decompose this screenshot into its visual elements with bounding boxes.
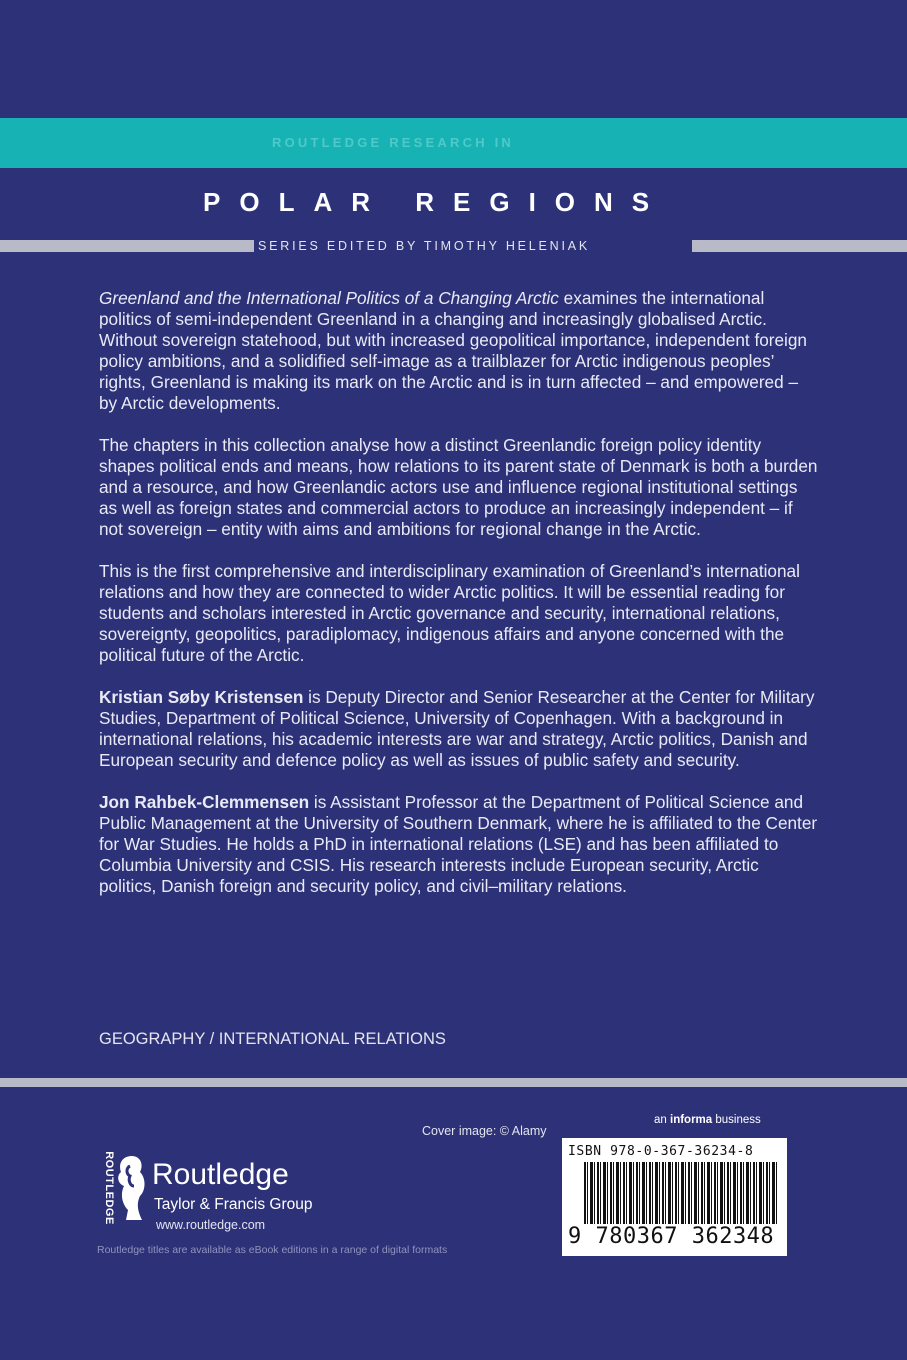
informa-tagline: an informa business bbox=[654, 1114, 761, 1126]
author-bio-text: is Deputy Director and Senior Researcher at the Center for Military Studies, Department of Political Science, University of Copenhagen. With a background in international relations, his academic interests are war and strategy, Arctic politics, Danish and European security and defence policy as well as issues of public safety and security. bbox=[99, 687, 815, 770]
blurb bbox=[99, 288, 819, 918]
barcode-box bbox=[562, 1138, 787, 1256]
ean-number: 9 780367 362348 bbox=[568, 1224, 775, 1249]
publisher-url[interactable]: www.routledge.com bbox=[156, 1218, 266, 1232]
isbn-text: ISBN 978-0-367-36234-8 bbox=[568, 1144, 754, 1159]
blurb-paragraph-1 bbox=[99, 288, 819, 414]
informa-brand: informa bbox=[670, 1114, 713, 1126]
publisher-name: Routledge bbox=[152, 1158, 289, 1191]
bottom-rule bbox=[0, 1078, 907, 1087]
book-title: Greenland and the International Politics of a Changing Arctic bbox=[99, 288, 559, 308]
author-name: Kristian Søby Kristensen bbox=[99, 687, 304, 707]
series-label: ROUTLEDGE RESEARCH IN bbox=[272, 135, 514, 150]
subject-category: GEOGRAPHY / INTERNATIONAL RELATIONS bbox=[99, 1030, 446, 1048]
blurb-paragraph-3: This is the first comprehensive and interdisciplinary examination of Greenland’s international relations and how they are connected to wider Arctic politics. It will be essential reading for students and scholars interested in Arctic governance and security, international relations, sovereignty, geopolitics, paradiplomacy, indigenous affairs and anyone concerned with the political future of the Arctic. bbox=[99, 561, 800, 665]
blurb-paragraph-2: The chapters in this collection analyse how a distinct Greenlandic foreign policy identity shapes political ends and means, how relations to its parent state of Denmark is both a burden and a resource, and how Greenlandic actors use and influence regional institutional settings as well as foreign states and commercial actors to produce an increasingly independent – if not sovereign – entity with aims and ambitions for regional change in the Arctic. bbox=[99, 435, 818, 539]
ebook-note: Routledge titles are available as eBook editions in a range of digital formats bbox=[97, 1244, 448, 1256]
series-title: POLAR REGIONS bbox=[203, 187, 669, 217]
author-bio-text: is Assistant Professor at the Department of Political Science and Public Management at the University of Southern Denmark, where he is affiliated to the Center for War Studies. He holds a PhD in international relations (LSE) and has been affiliated to Columbia University and CSIS. His research interests include European security, Arctic politics, Danish foreign and security policy, and civil–military relations. bbox=[99, 792, 818, 896]
barcode-bars bbox=[584, 1162, 779, 1224]
editor-rule-left bbox=[0, 240, 254, 252]
publisher-group: Taylor & Francis Group bbox=[154, 1196, 313, 1213]
routledge-side-text: ROUTLEDGE bbox=[102, 1151, 115, 1225]
editor-rule-right bbox=[692, 240, 907, 252]
cover-credit: Cover image: © Alamy bbox=[422, 1124, 547, 1138]
author-bio-2 bbox=[99, 792, 819, 897]
author-name: Jon Rahbek-Clemmensen bbox=[99, 792, 310, 812]
series-editor: SERIES EDITED BY TIMOTHY HELENIAK bbox=[258, 239, 591, 253]
blurb-paragraph-1-text: examines the international politics of semi-independent Greenland in a changing and increasingly globalised Arctic. Without sovereign statehood, but with increased geopolitical importance, independent foreign policy ambitions, and a solidified self-image as a trailblazer for Arctic indigenous peoples’ rights, Greenland is making its mark on the Arctic and is in turn affected – and empowered – by Arctic developments. bbox=[99, 288, 807, 413]
author-bio-1 bbox=[99, 687, 819, 771]
routledge-logo-icon bbox=[112, 1154, 150, 1227]
